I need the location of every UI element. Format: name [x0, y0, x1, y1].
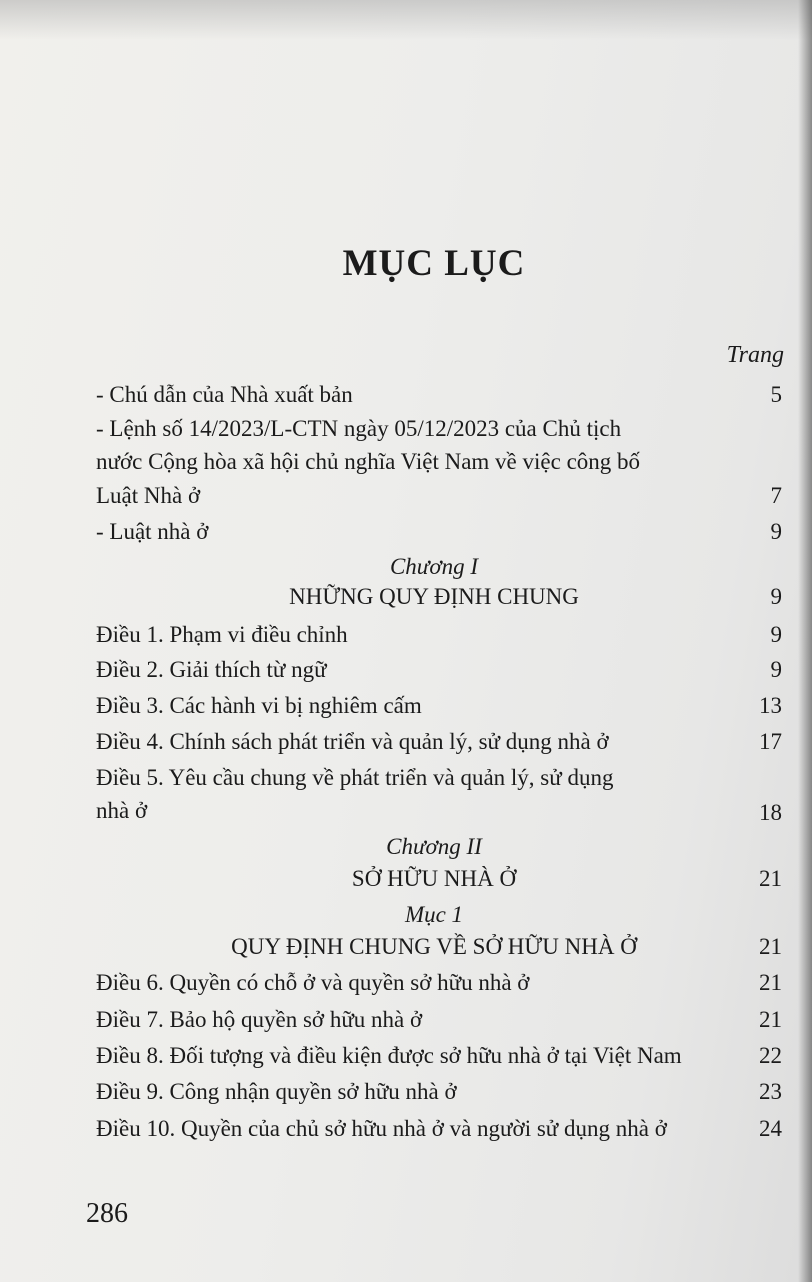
toc-title: MỤC LỤC: [342, 243, 526, 284]
toc-page-number: 13: [759, 693, 782, 718]
toc-page-number: 9: [770, 519, 782, 544]
page-column-label: Trang: [726, 342, 784, 368]
toc-page-number: 21: [759, 934, 782, 959]
toc-entry-housing-law: - Luật nhà ở: [96, 519, 209, 544]
toc-article: nhà ở: [96, 798, 148, 823]
toc-article: Điều 5. Yêu cầu chung về phát triển và quản lý, sử dụng: [96, 765, 614, 790]
section-label: Mục 1: [404, 902, 464, 927]
toc-entry-publisher-note: - Chú dẫn của Nhà xuất bản: [96, 382, 353, 407]
toc-article: Điều 10. Quyền của chủ sở hữu nhà ở và người sử dụng nhà ở: [96, 1116, 667, 1141]
page-top-shadow: [0, 0, 812, 40]
toc-article: Điều 2. Giải thích từ ngữ: [96, 657, 327, 682]
chapter-label: Chương II: [386, 834, 482, 859]
toc-page-number: 9: [770, 584, 782, 609]
toc-article: Điều 3. Các hành vi bị nghiêm cấm: [96, 693, 422, 718]
toc-page-number: 21: [759, 1007, 782, 1032]
toc-page-number: 5: [770, 382, 782, 407]
toc-entry-order-line: Luật Nhà ở: [96, 483, 201, 508]
toc-article: Điều 8. Đối tượng và điều kiện được sở hữu nhà ở tại Việt Nam: [96, 1043, 682, 1068]
toc-entry-order-line: nước Cộng hòa xã hội chủ nghĩa Việt Nam về việc công bố: [96, 449, 641, 474]
toc-article: Điều 1. Phạm vi điều chỉnh: [96, 622, 348, 647]
toc-page-number: 17: [759, 729, 782, 754]
toc-page-number: 9: [770, 657, 782, 682]
toc-page-number: 23: [759, 1079, 782, 1104]
toc-page-number: 21: [759, 866, 782, 891]
chapter-label: Chương I: [389, 554, 479, 579]
chapter-title: SỞ HỮU NHÀ Ở: [351, 866, 517, 891]
toc-article: Điều 6. Quyền có chỗ ở và quyền sở hữu nhà ở: [96, 970, 530, 995]
toc-article: Điều 4. Chính sách phát triển và quản lý, sử dụng nhà ở: [96, 729, 609, 754]
toc-page-number: 7: [770, 483, 782, 508]
chapter-title: NHỮNG QUY ĐỊNH CHUNG: [289, 584, 579, 609]
toc-page-number: 21: [759, 970, 782, 995]
toc-page-number: 22: [759, 1043, 782, 1068]
page-edge-shadow: [798, 0, 812, 1282]
page-folio: 286: [86, 1198, 128, 1229]
toc-entry-order-line: - Lệnh số 14/2023/L-CTN ngày 05/12/2023 của Chủ tịch: [96, 416, 622, 441]
toc-article: Điều 7. Bảo hộ quyền sở hữu nhà ở: [96, 1007, 423, 1032]
toc-article: Điều 9. Công nhận quyền sở hữu nhà ở: [96, 1079, 457, 1104]
toc-page-number: 24: [759, 1116, 782, 1141]
toc-page-number: 9: [770, 622, 782, 647]
toc-page-number: 18: [759, 800, 782, 825]
section-title: QUY ĐỊNH CHUNG VỀ SỞ HỮU NHÀ Ở: [231, 934, 637, 959]
